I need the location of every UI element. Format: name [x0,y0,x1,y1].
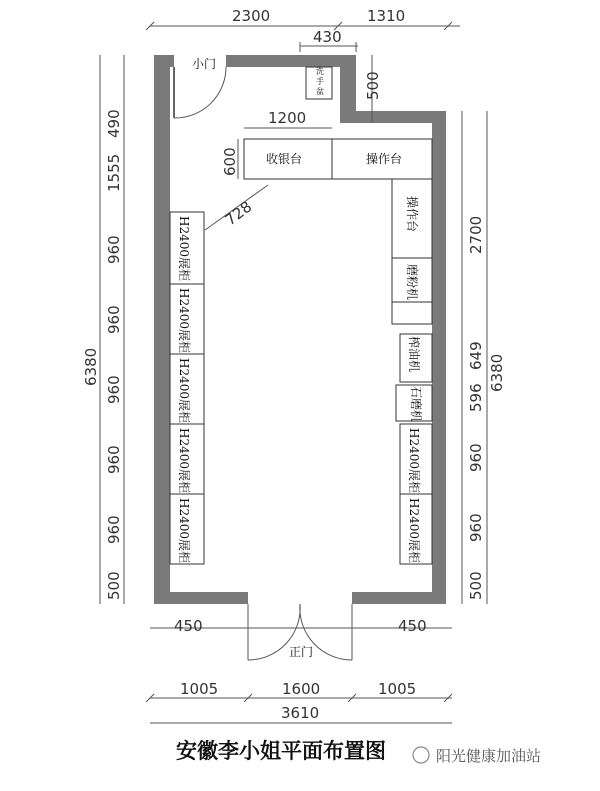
top-wall [226,55,356,67]
small-door-label: 小门 [192,57,217,71]
dim-right-2700: 2700 [467,215,485,254]
bottom-left-wall [154,592,248,604]
dim-left-500: 500 [105,571,123,600]
dim-left-960: 960 [105,375,123,404]
left-dimensions [82,55,124,604]
dim-600: 600 [221,147,239,176]
dim-left-1555: 1555 [105,153,123,192]
worktable-top-label: 操作台 [366,152,403,166]
left-wall [154,55,170,604]
watermark-text: 阳光健康加油站 [436,747,542,765]
plan-title: 安徽李小姐平面布置图 [176,738,386,763]
dim-right-960: 960 [467,443,485,472]
machines [396,334,432,422]
notch-bottom-wall [340,111,446,123]
dim-728: 728 [221,197,256,230]
dim-bottom-450-left: 450 [174,617,203,635]
right-dimensions [462,111,506,604]
dim-right-960: 960 [467,513,485,542]
left-cabinet-label: H2400展柜 [177,288,191,354]
sink-label-3: 盆 [316,87,324,96]
watermark-icon [413,747,429,763]
left-cabinet-label: H2400展柜 [177,498,191,564]
right-cabinets [400,424,432,564]
watermark [413,747,541,765]
worktable-side-label: 操作台 [405,196,419,233]
bottom-dimensions [146,617,452,723]
sink-label-1: 洗 [316,67,324,76]
small-door [174,56,226,118]
left-cabinet-label: H2400展柜 [177,358,191,424]
dim-left-960: 960 [105,235,123,264]
dim-bottom-450-right: 450 [398,617,427,635]
dim-bottom-1005-right: 1005 [378,680,417,698]
dim-left-960: 960 [105,445,123,474]
dim-bottom-3610: 3610 [281,704,320,722]
stone-mill-label: 石磨机 [409,386,423,423]
left-cabinets [170,212,204,564]
dim-right-6380: 6380 [488,353,506,392]
top-left-wall-stub [154,55,174,67]
dim-right-649: 649 [467,341,485,370]
dim-top-1310: 1310 [367,7,406,25]
dim-right-596: 596 [467,383,485,412]
sink [306,66,332,99]
grinder-label: 磨粉机 [405,264,419,301]
left-cabinet-label: H2400展柜 [177,216,191,282]
counters [244,139,432,324]
dim-left-960: 960 [105,515,123,544]
right-cabinet-label: H2400展柜 [407,498,421,564]
left-cabinet-label: H2400展柜 [177,428,191,494]
right-wall [432,111,446,604]
bottom-right-wall [352,592,446,604]
dim-left-490: 490 [105,109,123,138]
dim-left-960: 960 [105,305,123,334]
dim-right-500: 500 [467,571,485,600]
dim-notch-500: 500 [364,71,382,100]
right-cabinet-label: H2400展柜 [407,428,421,494]
main-door-label: 正门 [289,645,314,659]
dim-top-430: 430 [313,28,342,46]
dim-bottom-1600: 1600 [282,680,321,698]
cashier-label: 收银台 [266,152,303,166]
dim-left-6380: 6380 [82,347,100,386]
sink-label-2: 手 [316,77,324,86]
dim-1200: 1200 [268,109,307,127]
dim-bottom-1005-left: 1005 [180,680,219,698]
oil-press-label: 榨油机 [407,336,421,373]
main-door [248,604,352,660]
dim-top-2300: 2300 [232,7,271,25]
